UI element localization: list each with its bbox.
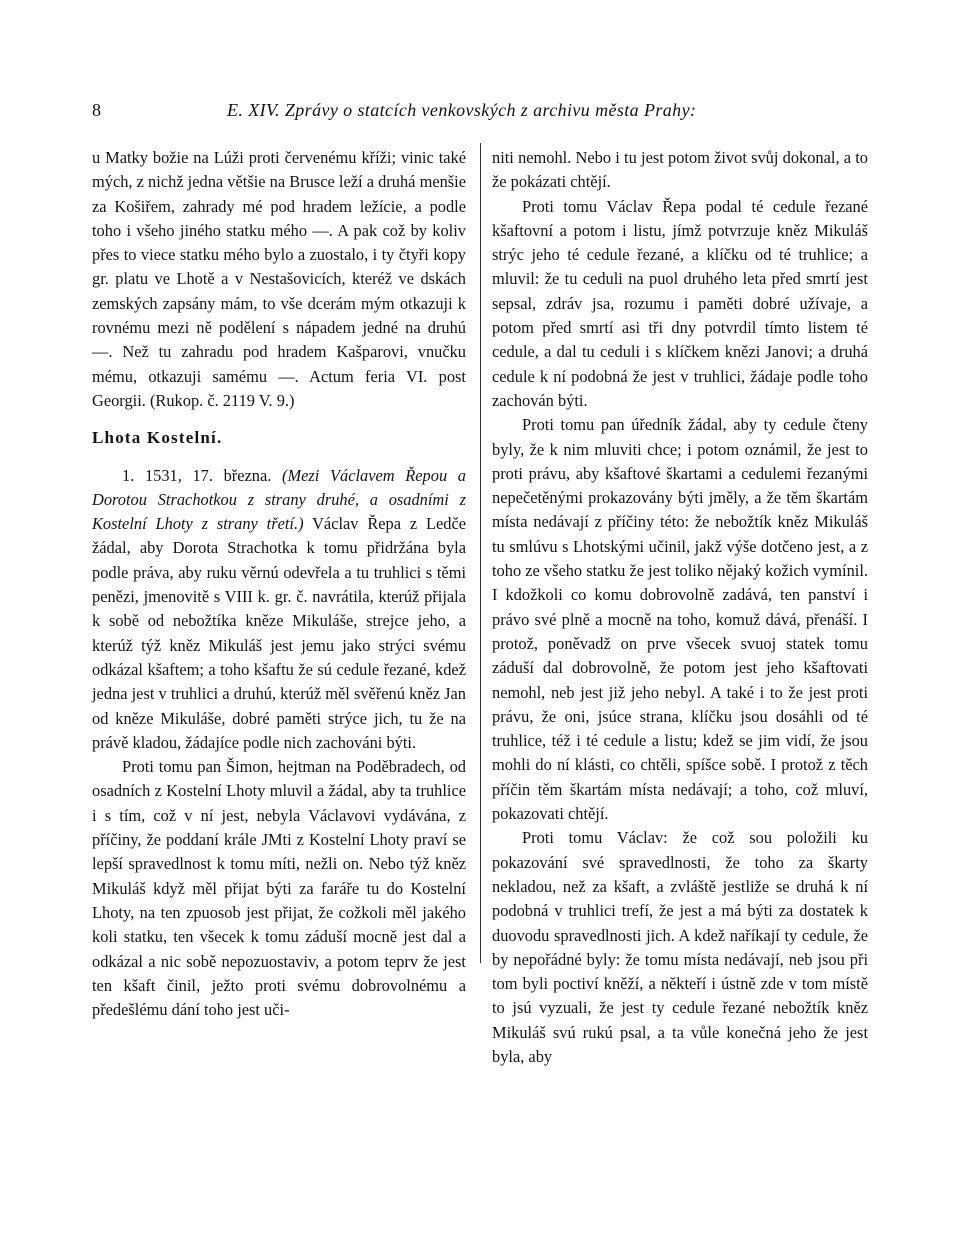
left-paragraph-3: Proti tomu pan Šimon, hejtman na Poděbradech, od osadních z Kostelní Lhoty mluvil a žádal, aby ta truhlice i s tím, což v ní jest, nebyla Václavovi vydávána, z příčiny, že poddaní krále JMti z Kostelní Lhoty praví se lepší spravedlnost k tomu míti, nežli on. Nebo týž kněz Mikuláš když měl přijat býti za faráře tu do Kostelní Lhoty, na ten zpuosob jest přijat, že cožkoli měl jakého koli statku, ten všecek k tomu záduší mocně jest dal a odkázal a nic sobě nepozuostaviv, a potom teprv že jest ten kšaft činil, ježto proti svému dobrovolnému a předešlému dání toho jest uči-: [92, 757, 466, 1020]
page-header: [92, 100, 868, 124]
left-column: [92, 146, 466, 1022]
entry-text: Václav Řepa z Ledče žádal, aby Dorota Strachotka k tomu přidržána byla podle práva, aby ruku věrnú odevřela a tu truhlici s těmi penězi, jmenovitě s VIII k. gr. č. navrátila, kterúž přijala k sobě od nebožtíka kněze Mikuláše, strejce jeho, a kterúž týž kněz Mikuláš jest jemu jako strýci svému odkázal kšaftem; a toho kšaftu že sú cedule řezané, kdež jedna jest v truhlici a druhú, kterúž měl svěřenú kněz Jan od kněze Mikuláše, dobré paměti strýce jich, tu že na právě kladou, žádajíce podle nich zachováni býti.: [92, 514, 466, 752]
right-column: [492, 146, 868, 1069]
right-paragraph-2: Proti tomu Václav Řepa podal té cedule řezané kšaftovní a potom i listu, jímž potvrzuje kněz Mikuláš strýc jeho té cedule řezané, a klíčku od té truhlice; a mluvil: že tu ceduli na puol druhého leta před smrtí jest sepsal, zdráv jsa, rozumu i paměti dobré užívaje, a potom před smrtí asi tři dny potvrdil tímto listem té cedule, a dal tu ceduli i s klíčkem knězi Janovi; a druhá cedule k ní podobná že jest v truhlici, žádaje podle toho zachován býti.: [492, 196, 868, 410]
entry-summary: (Mezi Václavem Řepou a Dorotou Strachotkou z strany druhé, a osadními z Kostelní Lhoty z strany třetí.): [92, 465, 466, 534]
column-divider: [480, 143, 481, 963]
section-heading: Lhota Kostelní.: [92, 428, 223, 448]
right-paragraph-1: niti nemohl. Nebo i tu jest potom život svůj dokonal, a to že pokázati chtějí.: [492, 148, 868, 192]
right-paragraph-4: Proti tomu Václav: že což sou položili ku pokazování své spravedlnosti, že toho za škarty nekladou, než za kšaft, a zvláště jestliže se druhá k ní podobná v truhlici trefí, že jest a má býti za dostatek k duovodu spravedlnosti jich. A kdež naříkají ty cedule, že by nepořádné byly: že tomu místa nedávají, neb jsou při tom byli poctiví kněží, a někteří i ústně zde v tom místě to jsú vyzuali, že jest ty cedule řezané nebožtík kněz Mikuláš svú rukú psal, a ta vůle konečná jeho že jest byla, aby: [492, 828, 868, 1066]
right-paragraph-3: Proti tomu pan úředník žádal, aby ty cedule čteny byly, že k nim mluviti chce; i potom oznámil, že jest to proti právu, aby kšaftové škartami a cedulemi řezanými nepečetěnými prokazovány býti jměly, a že těm škartám místa nedávají z příčiny této: že nebožtík kněz Mikuláš tu smlúvu s Lhotskými učinil, jakž výše dotčeno jest, a z toho ze všeho statku že jest toliko nějaký kožich vymínil. I kdožkoli co komu dobrovolně zadává, ten panství i právo své plně a mocně na toho, komuž dává, přenáší. I protož, poněvadž on prve všecek svuoj statek tomu záduší dal dobrovolně, že potom jest jeho kšaftovati nemohl, neb jest již jeho nebyl. A také i to že jest proti právu, že oni, jsúce strana, klíčku jsou dosáhli od té truhlice, též i té cedule a listu; kdež se jim vidí, že jsou mohli do ní klásti, co chtěli, spíšce sobě. I protož z těch příčin těm škartám místa nedávají; a toho, což mluví, pokazovati chtějí.: [492, 415, 868, 824]
left-paragraph-1: u Matky božie na Lúži proti červenému kříži; vinic také mých, z nichž jedna většie na Brusce leží a druhá menšie za Košiřem, zahrady mé pod hradem ležície, a podle toho i všeho jiného statku mého —. A pak což by koliv přes to viece statku mého bylo a zuostalo, i ty čtyři kopy gr. platu ve Lhotě a v Nestašovicích, kteréž ve dskách zemských zapsány mám, to vše dcerám mým otkazuji k rovnému mezi ně podělení s nápadem jedné na druhú —. Než tu zahradu pod hradem Kašparovi, vnučku mému, otkazuji samému —. Actum feria VI. post Georgii. (Rukop. č. 2119 V. 9.): [92, 148, 466, 410]
entry-date: 1. 1531, 17. března.: [122, 465, 272, 485]
page-number: 8: [92, 100, 101, 120]
running-head: E. XIV. Zprávy o statcích venkovských z archivu města Prahy:: [227, 100, 697, 120]
left-paragraph-2: [92, 464, 466, 756]
